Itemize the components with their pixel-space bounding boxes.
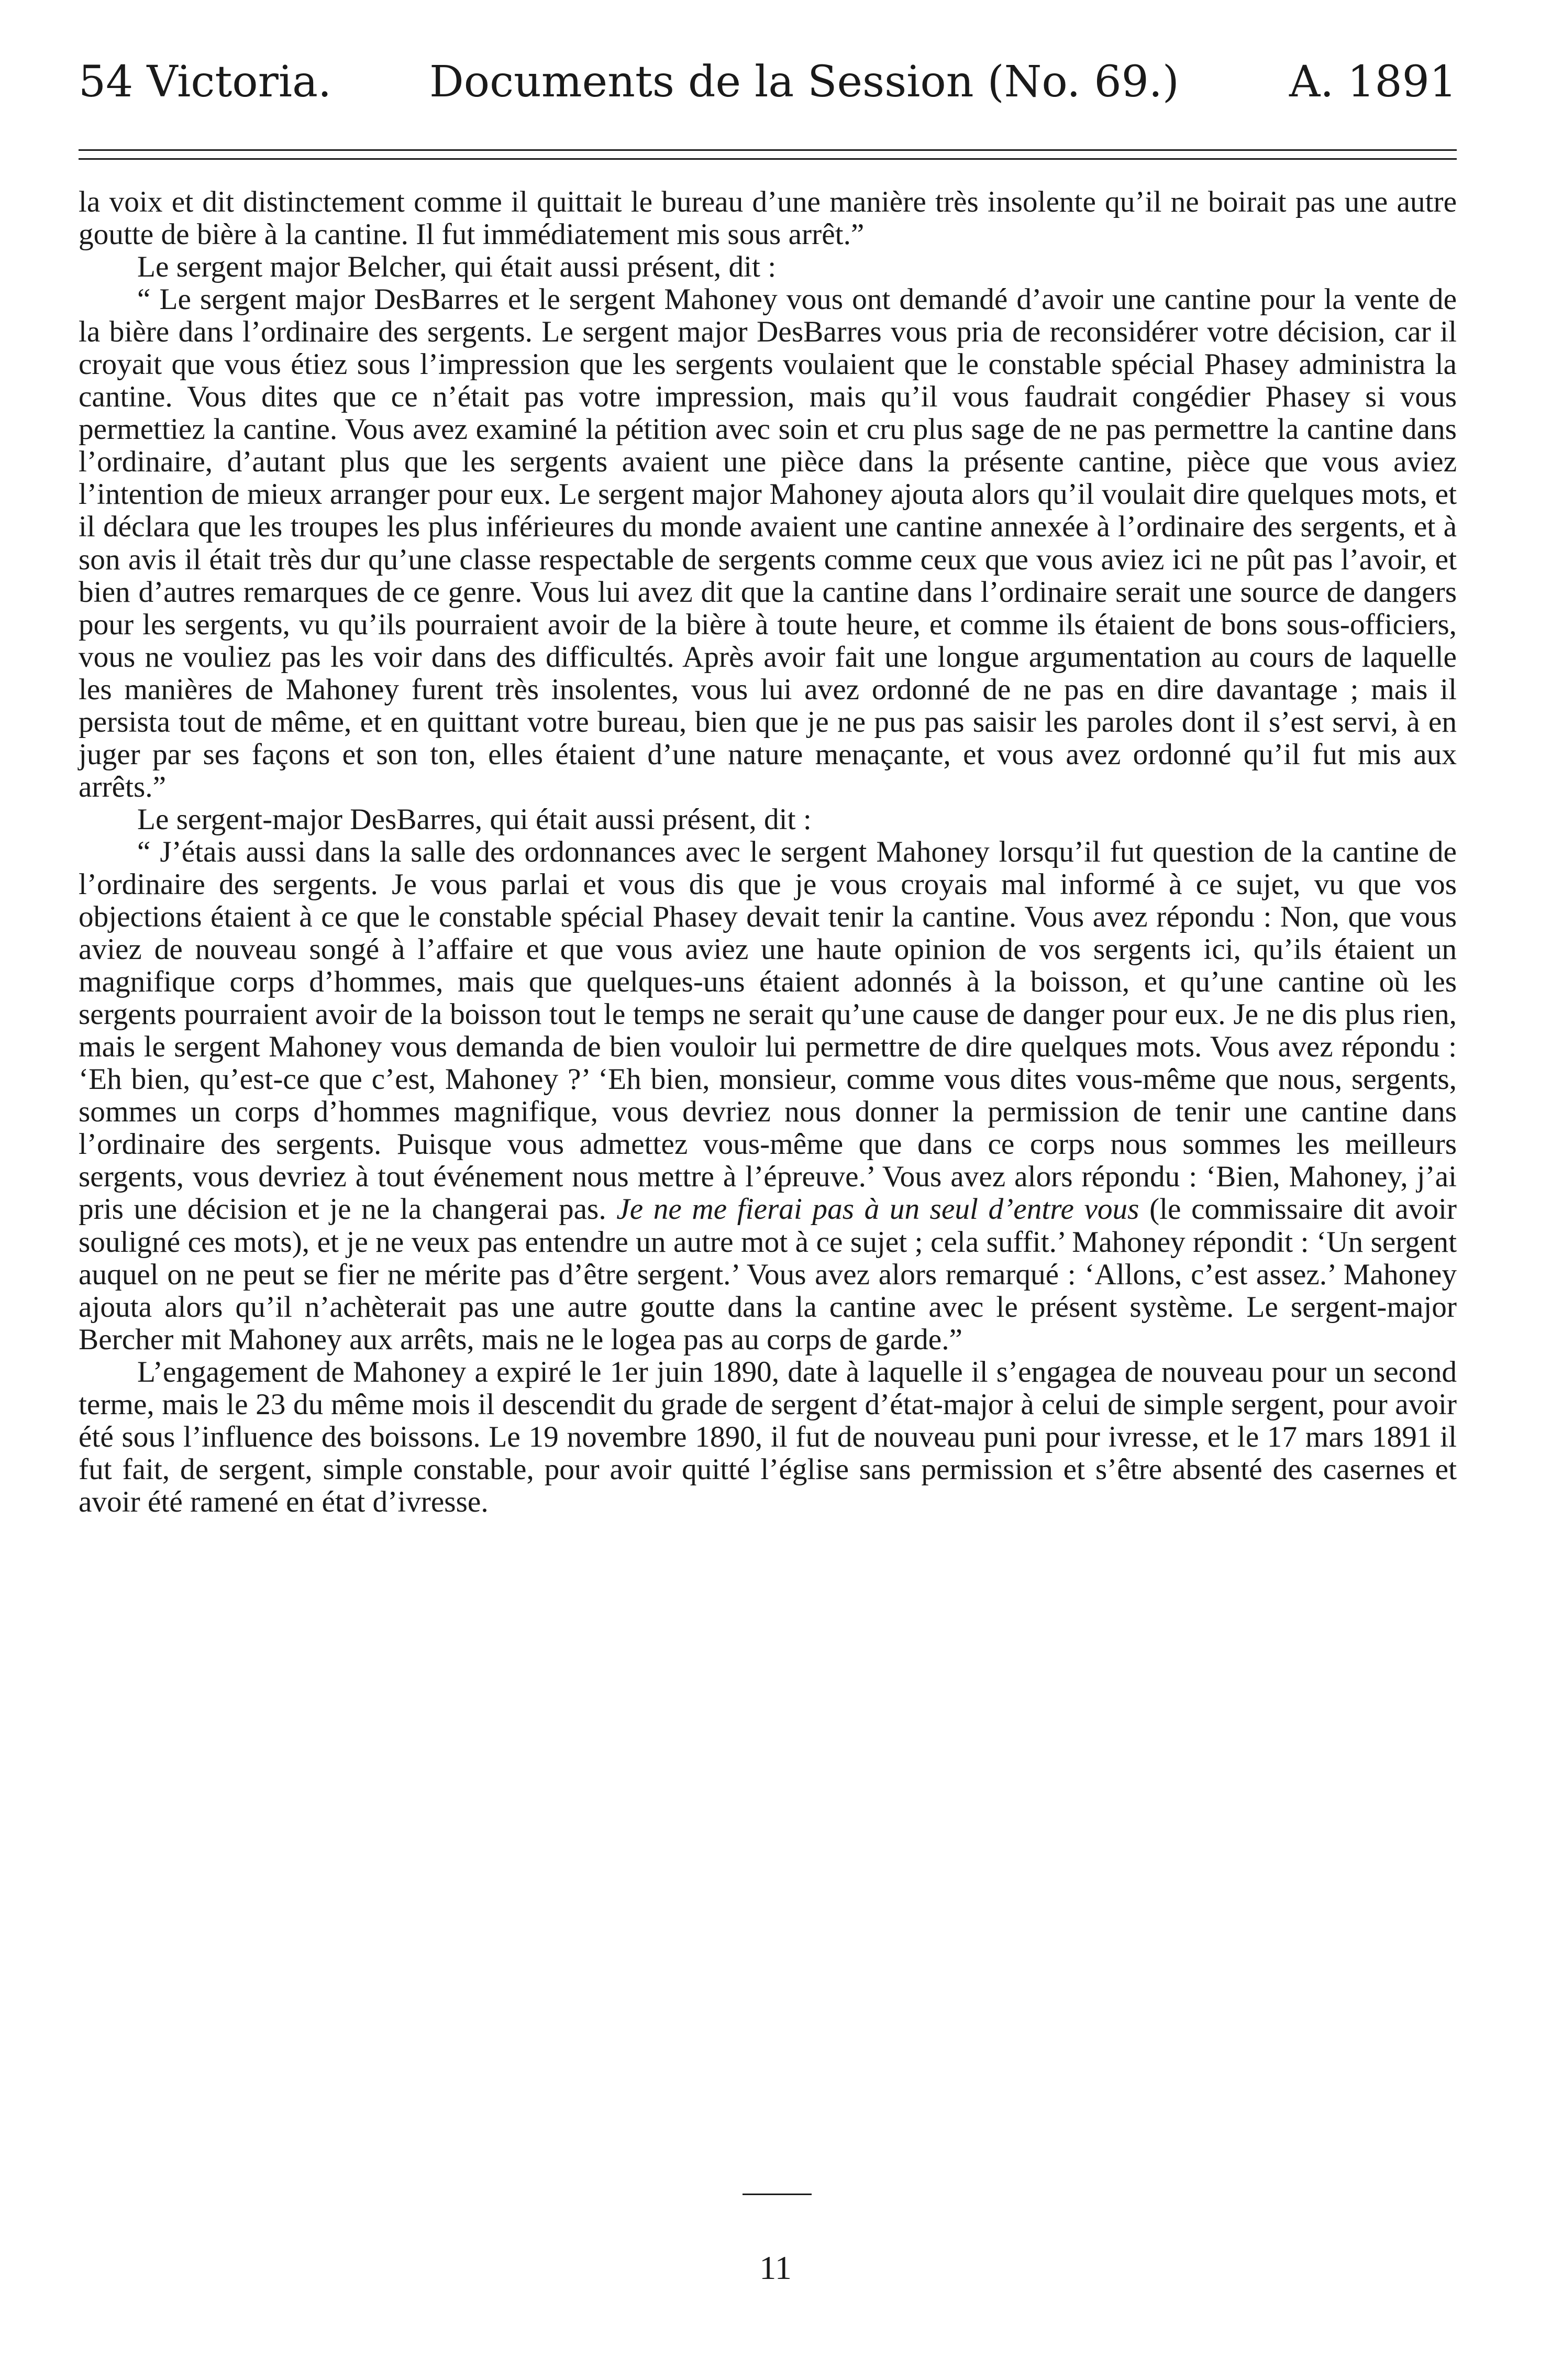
footer-rule	[743, 2194, 812, 2195]
header-document-title: Documents de la Session (No. 69.)	[429, 57, 1179, 107]
paragraph-continuation: la voix et dit distinctement comme il quittait le bureau d’une manière très insolente qu’il ne boirait pas une autre goutte de bière à la cantine. Il fut immédiatement mis sous arrêt.”	[79, 185, 1457, 251]
paragraph-belcher-intro: Le sergent major Belcher, qui était aussi présent, dit :	[137, 250, 777, 284]
page-number: 11	[759, 2249, 792, 2286]
header-document-year: A. 1891	[1289, 57, 1457, 107]
paragraph-belcher-testimony: “ Le sergent major DesBarres et le sergent Mahoney vous ont demandé d’avoir une cantine pour la vente de la bière dans l’ordinaire des sergents. Le sergent major DesBarres vous pria de reconsidérer votre décision, car il croyait que vous étiez sous l’impression que les sergents voulaient que le constable spécial Phasey administra la cantine. Vous dites que ce n’était pas votre impression, mais qu’il vous faudrait congédier Phasey si vous permettiez la cantine. Vous avez examiné la pétition avec soin et cru plus sage de ne pas permettre la cantine dans l’ordinaire, d’autant plus que les sergents avaient une pièce dans la présente cantine, pièce que vous aviez l’intention de mieux arranger pour eux. Le sergent major Mahoney ajouta alors qu’il voulait dire quelques mots, et il déclara que les troupes les plus inférieures du monde avaient une cantine annexée à l’ordinaire des sergents, et à son avis il était très dur qu’une classe respectable de sergents comme ceux que vous aviez ici ne pût pas l’avoir, et bien d’autres remarques de ce genre. Vous lui avez dit que la cantine dans l’ordinaire serait une source de dangers pour les sergents, vu qu’ils pourraient avoir de la bière à toute heure, et comme ils étaient de bons sous-officiers, vous ne vouliez pas les voir dans des difficultés. Après avoir fait une longue argumentation au cours de laquelle les manières de Mahoney furent très insolentes, vous lui avez ordonné de ne pas en dire davantage ; mais il persista tout de même, et en quittant votre bureau, bien que je ne pus pas saisir les paroles dont il s’est servi, à en juger par ses façons et son ton, elles étaient d’une nature menaçante, et vous avez ordonné qu’il fut mis aux arrêts.”	[79, 283, 1457, 803]
header-rule-top	[79, 149, 1457, 151]
paragraph-desbarres-testimony	[79, 836, 1457, 1356]
header-rule-bottom	[79, 158, 1457, 160]
running-header	[79, 48, 1457, 116]
header-session-year: 54 Victoria.	[79, 57, 332, 107]
paragraph-engagement: L’engagement de Mahoney a expiré le 1er juin 1890, date à laquelle il s’engagea de nouveau pour un second terme, mais le 23 du même mois il descendit du grade de sergent d’état-major à celui de simple sergent, pour avoir été sous l’influence des boissons. Le 19 novembre 1890, il fut de nouveau puni pour ivresse, et le 17 mars 1891 il fut fait, de sergent, simple constable, pour avoir quitté l’église sans permission et s’être absenté des casernes et avoir été ramené en état d’ivresse.	[79, 1355, 1457, 1518]
underlined-quote: Je ne me fierai pas à un seul d’entre vous	[616, 1193, 1139, 1226]
testimony-text-part-1: “ J’étais aussi dans la salle des ordonnances avec le sergent Mahoney lorsqu’il fut question de la cantine de l’ordinaire des sergents. Je vous parlai et vous dis que je vous croyais mal informé à ce sujet, vu que vos objections étaient à ce que le constable spécial Phasey devait tenir la cantine. Vous avez répondu : Non, que vous aviez de nouveau songé à l’affaire et que vous aviez une haute opinion de vos sergents ici, qu’ils étaient un magnifique corps d’hommes, mais que quelques-uns étaient adonnés à la boisson, et qu’une cantine où les sergents pourraient avoir de la boisson tout le temps ne serait qu’une cause de danger pour eux. Je ne dis plus rien, mais le sergent Mahoney vous demanda de bien vouloir lui permettre de dire quelques mots. Vous avez répondu : ‘Eh bien, qu’est-ce que c’est, Mahoney ?’ ‘Eh bien, monsieur, comme vous dites vous-même que nous, sergents, sommes un corps d’hommes magnifique, vous devriez nous donner la permission de tenir une cantine dans l’ordinaire des sergents. Puisque vous admettez vous-même que dans ce corps nous sommes les meilleurs sergents, vous devriez à tout événement nous mettre à l’épreuve.’ Vous avez alors répondu : ‘Bien, Mahoney, j’ai pris une décision et je ne la changerai pas.	[79, 835, 1457, 1226]
testimony-text-part-2: (le commissaire dit avoir souligné ces mots), et je ne veux pas entendre un autre mot à ce sujet ; cela suffit.’ Mahoney répondit : ‘Un sergent auquel on ne peut se fier ne mérite pas d’être sergent.’ Vous avez alors remarqué : ‘Allons, c’est assez.’ Mahoney ajouta alors qu’il n’achèterait pas une autre goutte dans la cantine avec le présent système. Le sergent-major Bercher mit Mahoney aux arrêts, mais ne le logea pas au corps de garde.”	[79, 1193, 1457, 1356]
page-body	[79, 186, 1457, 1518]
paragraph-desbarres-intro: Le sergent-major DesBarres, qui était aussi présent, dit :	[137, 802, 812, 836]
